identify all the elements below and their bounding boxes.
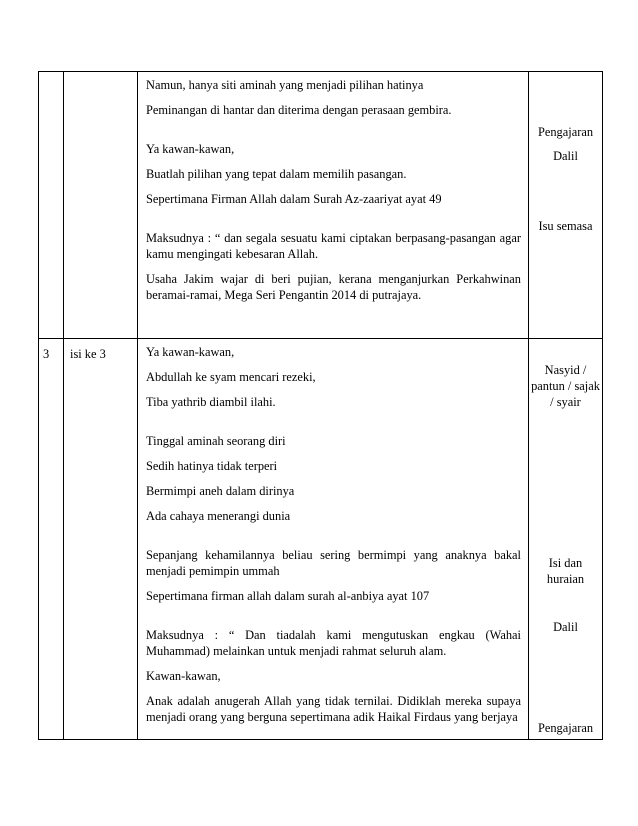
content-line: Ada cahaya menerangi dunia bbox=[146, 509, 291, 523]
content-line: Sedih hatinya tidak terperi bbox=[146, 459, 278, 473]
note-label: Isi dan huraian bbox=[546, 556, 585, 586]
content-line: Tiba yathrib diambil ilahi. bbox=[146, 395, 276, 409]
content-line: Bermimpi aneh dalam dirinya bbox=[146, 484, 295, 498]
content-line: Sepanjang kehamilannya beliau sering bermimpi yang anaknya bakal menjadi pemimpin ummah bbox=[146, 548, 521, 578]
content-line: Namun, hanya siti aminah yang menjadi pilihan hatinya bbox=[146, 78, 424, 92]
row-number-cell bbox=[39, 72, 64, 339]
table-row bbox=[39, 339, 603, 740]
note-label: Pengajaran bbox=[537, 125, 594, 139]
section-label bbox=[64, 72, 137, 79]
content-line: Ya kawan-kawan, bbox=[146, 345, 235, 359]
table-row bbox=[39, 72, 603, 339]
note-label: Dalil bbox=[553, 149, 578, 163]
content-line: Sepertimana firman allah dalam surah al-anbiya ayat 107 bbox=[146, 589, 430, 603]
row-number bbox=[39, 72, 63, 79]
section-label: isi ke 3 bbox=[70, 347, 106, 361]
note-cell bbox=[529, 339, 603, 740]
speech-outline-table bbox=[38, 71, 603, 740]
section-cell bbox=[64, 72, 138, 339]
content-cell bbox=[138, 339, 529, 740]
content-line: Anak adalah anugerah Allah yang tidak ternilai. Didiklah mereka supaya menjadi orang yang berguna sepertimana adik Haikal Firdaus yang berjaya bbox=[146, 694, 521, 724]
row-number-cell bbox=[39, 339, 64, 740]
section-cell bbox=[64, 339, 138, 740]
content-line: Abdullah ke syam mencari rezeki, bbox=[146, 370, 316, 384]
content-cell bbox=[138, 72, 529, 339]
content-line: Sepertimana Firman Allah dalam Surah Az-zaariyat ayat 49 bbox=[146, 192, 442, 206]
row-number: 3 bbox=[43, 347, 50, 361]
content-line: Usaha Jakim wajar di beri pujian, kerana menganjurkan Perkahwinan beramai-ramai, Mega Seri Pengantin 2014 di putrajaya. bbox=[146, 272, 521, 302]
content-line: Buatlah pilihan yang tepat dalam memilih pasangan. bbox=[146, 167, 407, 181]
content-line: Maksudnya : “ dan segala sesuatu kami ciptakan berpasang-pasangan agar kamu mengingati kebesaran Allah. bbox=[146, 231, 521, 261]
note-cell bbox=[529, 72, 603, 339]
content-line: Tinggal aminah seorang diri bbox=[146, 434, 286, 448]
note-label: Isu semasa bbox=[538, 219, 593, 233]
note-label: Pengajaran bbox=[537, 721, 594, 735]
content-line: Ya kawan-kawan, bbox=[146, 142, 235, 156]
content-line: Kawan-kawan, bbox=[146, 669, 221, 683]
note-label: Nasyid / pantun / sajak / syair bbox=[531, 363, 600, 409]
note-label: Dalil bbox=[553, 620, 578, 634]
content-line: Maksudnya : “ Dan tiadalah kami mengutuskan engkau (Wahai Muhammad) melainkan untuk menjadi rahmat seluruh alam. bbox=[146, 628, 521, 658]
content-line: Peminangan di hantar dan diterima dengan perasaan gembira. bbox=[146, 103, 452, 117]
